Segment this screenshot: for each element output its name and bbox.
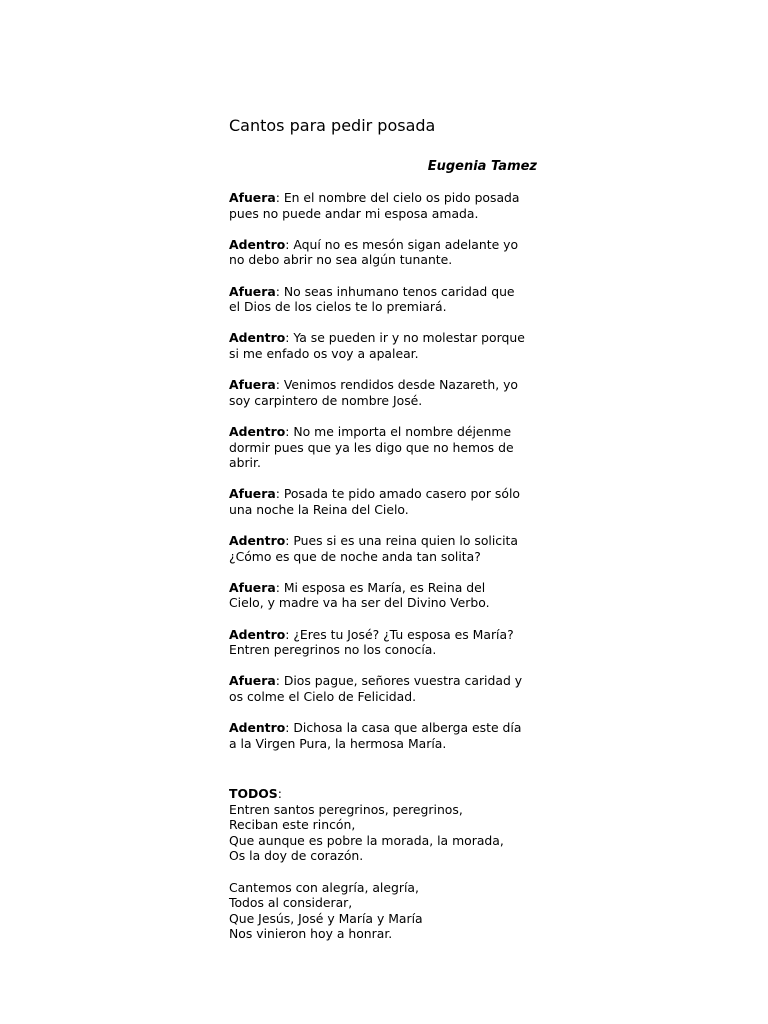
stanza-line: Afuera: Mi esposa es María, es Reina del — [229, 579, 486, 595]
chorus-line: Que Jesús, José y María y María — [229, 910, 423, 926]
document-author: Eugenia Tamez — [427, 159, 537, 174]
stanza-line: Adentro: Pues si es una reina quien lo solicita — [229, 533, 519, 549]
speaker-label: Adentro — [229, 330, 286, 346]
speaker-label: Afuera — [229, 190, 276, 205]
stanza-line — [229, 393, 541, 409]
chorus-line: Que aunque es pobre la morada, la morada, — [229, 832, 504, 848]
chorus-heading: TODOS: — [229, 786, 282, 801]
stanza-text: Pues si es una reina quien lo solicita — [293, 533, 519, 549]
speaker-label: Afuera — [229, 486, 276, 502]
stanza — [229, 377, 541, 408]
stanza — [229, 720, 541, 751]
stanza-line — [229, 252, 541, 268]
dialogue-stanzas — [229, 190, 541, 767]
stanza-text: Posada te pido amado casero por sólo — [283, 486, 520, 502]
stanza-text: Cielo, y madre va ha ser del Divino Verbo. — [229, 595, 490, 611]
stanza-text: una noche la Reina del Cielo. — [229, 501, 409, 517]
stanza-text: dormir pues que ya les digo que no hemos de — [229, 439, 514, 455]
stanza-text: pues no puede andar mi esposa amada. — [229, 205, 479, 221]
stanza-text: En el nombre del cielo os pido posada — [283, 190, 520, 205]
speaker-label: Adentro — [229, 423, 286, 439]
stanza-line — [229, 642, 541, 658]
stanza-line — [229, 440, 541, 456]
stanza-line — [229, 206, 541, 222]
speaker-label: Afuera — [229, 283, 276, 299]
stanza — [229, 580, 541, 611]
chorus-line: Entren santos peregrinos, peregrinos, — [229, 801, 463, 817]
stanza-line: Adentro: Ya se pueden ir y no molestar porque — [229, 330, 525, 346]
stanza-line: Afuera: Venimos rendidos desde Nazareth, yo — [229, 377, 519, 393]
chorus-line: Cantemos con alegría, alegría, — [229, 879, 419, 895]
stanza — [229, 486, 541, 517]
stanza-line: Adentro: ¿Eres tu José? ¿Tu esposa es María? — [229, 626, 514, 642]
stanza-line — [229, 299, 541, 315]
stanza-text: Venimos rendidos desde Nazareth, yo — [283, 377, 519, 393]
chorus-verse — [229, 880, 541, 942]
stanza — [229, 330, 541, 361]
stanza-line — [229, 736, 541, 752]
stanza — [229, 284, 541, 315]
stanza — [229, 237, 541, 268]
stanza-line — [229, 549, 541, 565]
chorus-section — [229, 786, 541, 958]
stanza — [229, 424, 541, 471]
stanza-text: soy carpintero de nombre José. — [229, 392, 423, 408]
chorus-line: Os la doy de corazón. — [229, 848, 364, 864]
stanza-line — [229, 346, 541, 362]
stanza — [229, 533, 541, 564]
stanza-line: Adentro: No me importa el nombre déjenme — [229, 423, 512, 439]
chorus-verse — [229, 802, 541, 864]
stanza — [229, 673, 541, 704]
stanza-text: el Dios de los cielos te lo premiará. — [229, 299, 447, 315]
stanza-text: No me importa el nombre déjenme — [293, 423, 512, 439]
stanza-line — [229, 595, 541, 611]
stanza-line: Adentro: Dichosa la casa que alberga este día — [229, 720, 522, 736]
stanza-line — [229, 502, 541, 518]
speaker-label: Afuera — [229, 377, 276, 393]
chorus-line: Todos al considerar, — [229, 895, 353, 911]
stanza-line: Afuera: Posada te pido amado casero por sólo — [229, 486, 520, 502]
speaker-label: Adentro — [229, 626, 286, 642]
speaker-label: Adentro — [229, 236, 286, 252]
stanza-text: si me enfado os voy a apalear. — [229, 345, 419, 361]
stanza-text: Aquí no es mesón sigan adelante yo — [293, 236, 519, 252]
speaker-label: Adentro — [229, 720, 286, 736]
stanza-line — [229, 689, 541, 705]
chorus-line: Nos vinieron hoy a honrar. — [229, 926, 393, 942]
stanza-text: Mi esposa es María, es Reina del — [283, 579, 486, 595]
stanza — [229, 627, 541, 658]
stanza-line: Adentro: Aquí no es mesón sigan adelante yo — [229, 236, 519, 252]
stanza-text: a la Virgen Pura, la hermosa María. — [229, 735, 447, 751]
stanza-line: Afuera: Dios pague, señores vuestra caridad y — [229, 673, 523, 689]
speaker-label: Adentro — [229, 533, 286, 549]
stanza-text: Dichosa la casa que alberga este día — [293, 720, 522, 736]
stanza-text: ¿Eres tu José? ¿Tu esposa es María? — [293, 626, 514, 642]
chorus-speaker: TODOS — [229, 786, 278, 801]
document-title: Cantos para pedir posada — [229, 116, 436, 135]
chorus-line: Reciban este rincón, — [229, 817, 356, 833]
stanza-line: Afuera: En el nombre del cielo os pido posada — [229, 190, 520, 205]
stanza — [229, 190, 541, 221]
speaker-label: Afuera — [229, 579, 276, 595]
stanza-line: Afuera: No seas inhumano tenos caridad que — [229, 283, 515, 299]
stanza-text: no debo abrir no sea algún tunante. — [229, 252, 453, 268]
stanza-text: No seas inhumano tenos caridad que — [283, 283, 515, 299]
stanza-text: Ya se pueden ir y no molestar porque — [293, 330, 525, 346]
speaker-label: Afuera — [229, 673, 276, 689]
stanza-text: ¿Cómo es que de noche anda tan solita? — [229, 548, 481, 564]
stanza-text: Entren peregrinos no los conocía. — [229, 642, 437, 658]
stanza-text: Dios pague, señores vuestra caridad y — [283, 673, 523, 689]
stanza-text: os colme el Cielo de Felicidad. — [229, 689, 417, 704]
stanza-line — [229, 455, 541, 471]
stanza-text: abrir. — [229, 455, 261, 471]
